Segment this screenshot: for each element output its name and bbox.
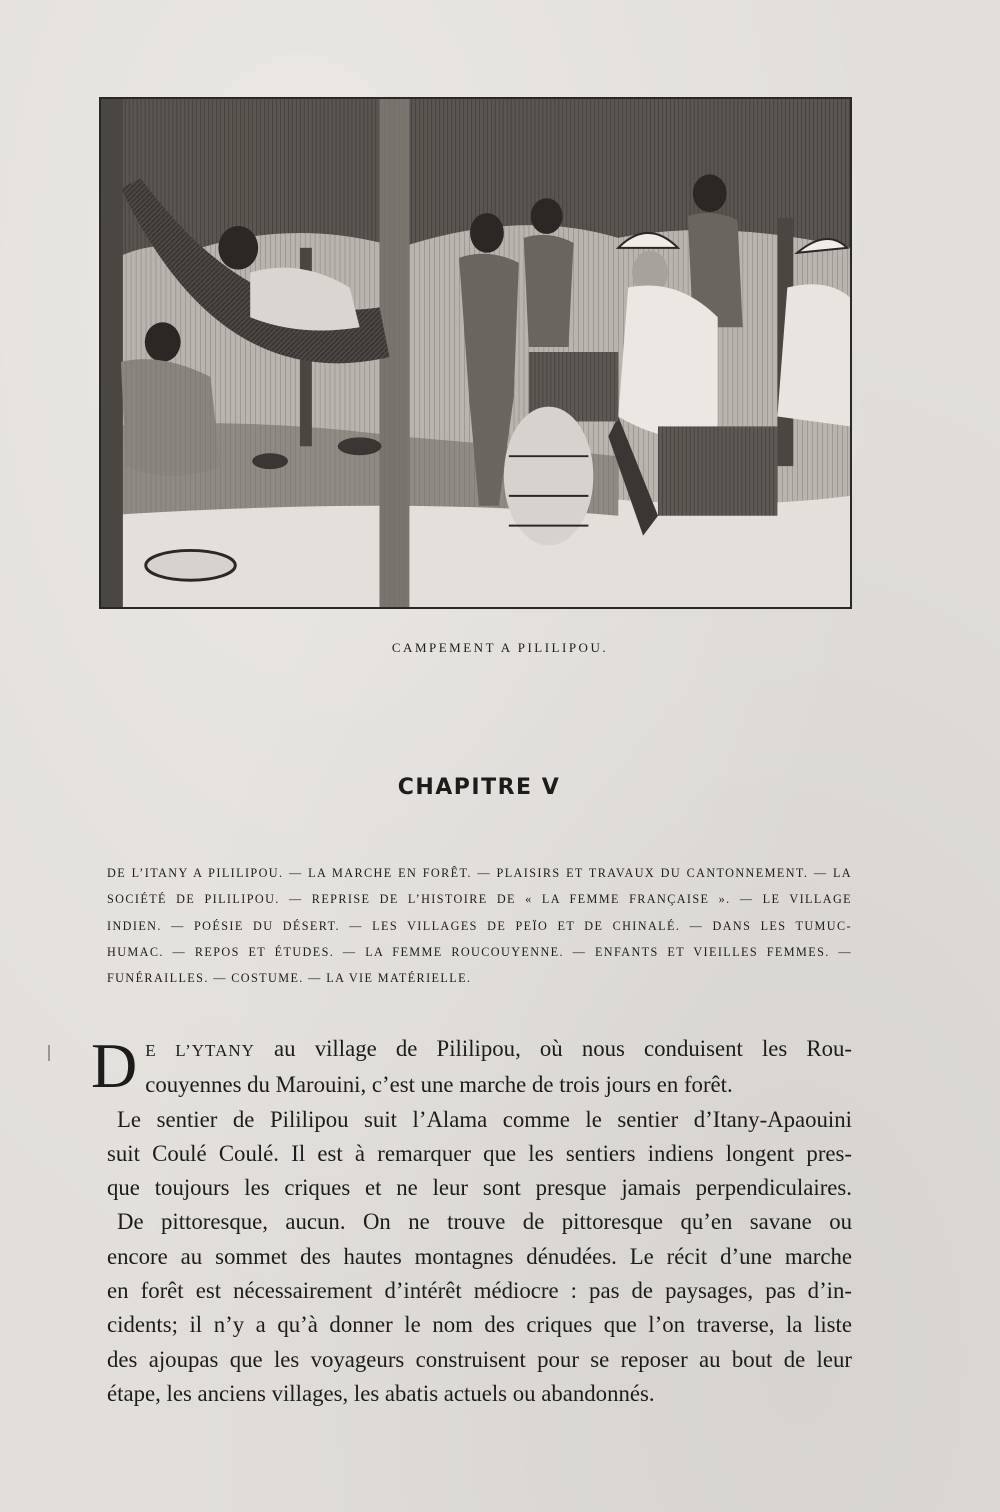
chapter-summary [107,860,852,991]
body-text [91,1030,852,1411]
text-line: couyennes du Marouini, c’est une marche de trois jours en forêt. [145,1072,733,1098]
camp-scene-image [101,99,850,607]
text-line [107,1032,852,1068]
summary-line: FUNÉRAILLES. — COSTUME. — LA VIE MATÉRIELLE. [107,971,472,986]
margin-mark [48,1045,50,1061]
text-line: en forêt est nécessairement d’intérêt médiocre : pas de paysages, pas d’in- [107,1278,852,1304]
engraving-illustration [99,97,852,609]
summary-line: HUMAC. — REPOS ET ÉTUDES. — LA FEMME ROUCOUYENNE. — ENFANTS ET VIEILLES FEMMES. — [107,944,852,959]
text-line: que toujours les criques et ne leur sont presque jamais perpendiculaires. [107,1175,852,1201]
text-line: encore au sommet des hautes montagnes dénudées. Le récit d’une marche [107,1243,852,1269]
summary-line: INDIEN. — POÉSIE DU DÉSERT. — LES VILLAGES DE PEÏO ET DE CHINALÉ. — DANS LES TUMUC- [107,918,852,933]
text-line: des ajoupas que les voyageurs construisent pour se reposer au bout de leur [107,1346,852,1372]
paragraph-1 [91,1030,852,1103]
paragraph-3 [107,1205,852,1411]
summary-line: SOCIÉTÉ DE PILILIPOU. — REPRISE DE L’HISTOIRE DE « LA FEMME FRANÇAISE ». — LE VILLAGE [107,892,852,907]
chapter-title: CHAPITRE V [397,775,561,800]
drop-cap: D [91,1030,138,1101]
text-line: suit Coulé Coulé. Il est à remarquer que les sentiers indiens longent pres- [107,1140,852,1166]
illustration-caption: CAMPEMENT A PILILIPOU. [391,640,609,655]
text-line: cidents; il n’y a qu’à donner le nom des criques que l’on traverse, la liste [107,1312,852,1338]
text-line: étape, les anciens villages, les abatis actuels ou abandonnés. [107,1380,655,1406]
smallcaps-opening: E L’YTANY [145,1041,255,1060]
text-line: Le sentier de Pililipou suit l’Alama comme le sentier d’Itany-Apaouini [117,1106,852,1132]
text-span: au village de Pililipou, où nous conduisent les Rou- [254,1036,852,1061]
summary-line: DE L’ITANY A PILILIPOU. — LA MARCHE EN FORÊT. — PLAISIRS ET TRAVAUX DU CANTONNEMENT. — LA [107,866,852,880]
paragraph-2 [107,1103,852,1206]
text-line: De pittoresque, aucun. On ne trouve de pittoresque qu’en savane ou [117,1209,852,1235]
